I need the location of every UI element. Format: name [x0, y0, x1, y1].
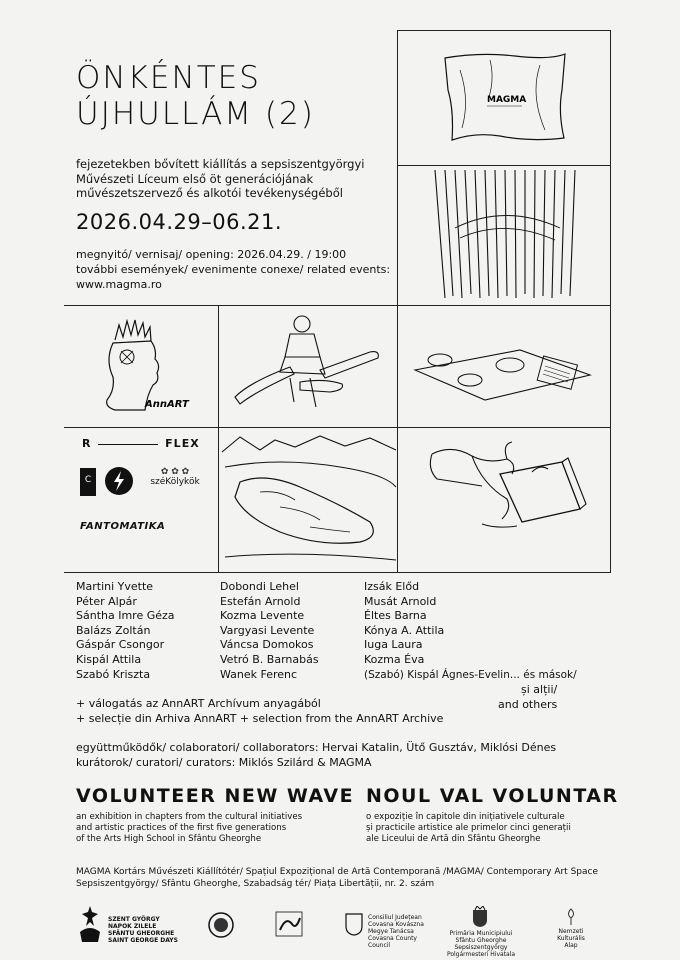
artist-name: Dobondi Lehel — [220, 580, 299, 593]
grid-hline-top — [397, 30, 611, 31]
artist-name: Vargyasi Levente — [220, 623, 315, 637]
grid-hline-bottom — [64, 572, 611, 573]
artist-name: Wanek Ferenc — [220, 667, 298, 681]
reflex-letter-r: R — [82, 437, 92, 450]
english-line-2: and artistic practices of the first five generations — [76, 823, 287, 833]
artist-name: Martini Yvette — [76, 580, 154, 593]
council-text: Consiliul Județean Covasna Kovászna Megye Tanácsa Covasna County Council — [368, 914, 424, 949]
sk-logo — [274, 910, 304, 938]
szekolykok-label: széKölykök — [150, 477, 200, 487]
city-crest — [471, 906, 489, 928]
venue-line-1: MAGMA Kortárs Művészeti Kiállítótér/ Spațiul Expozițional de Artă Contemporană /MAGMA/ Contemporary Art Space — [76, 867, 598, 877]
english-block — [76, 785, 354, 845]
romanian-line-2: și practicile artistice ale primelor cinci generații — [366, 823, 571, 833]
c-logo-letter: C — [84, 475, 92, 485]
artist-name: Szabó Kriszta — [76, 667, 151, 681]
poster-title — [76, 60, 315, 132]
skateboarder-drawing — [230, 312, 390, 422]
romanian-line-1: o expoziție în capitole din inițiativele culturale — [366, 812, 565, 822]
subtitle — [76, 157, 396, 201]
romanian-block — [366, 785, 619, 845]
english-description — [76, 812, 354, 845]
szekolykok-dots: ✿ ✿ ✿ — [160, 467, 190, 477]
grid-hline-mid1 — [397, 165, 611, 166]
others-line-1: și alții/ — [521, 683, 558, 696]
magma-flag-drawing — [440, 50, 570, 145]
grid-hline-mid2 — [64, 305, 611, 306]
reflex-line — [98, 444, 158, 445]
archive-line-2: + selecție din Arhiva AnnART + selection from the AnnART Archive — [76, 711, 444, 725]
artist-name: Iuga Laura — [364, 638, 423, 652]
artist-name: (Szabó) Kispál Ágnes-Evelin... és mások/ — [364, 668, 577, 681]
website-link[interactable]: www.magma.ro — [76, 278, 162, 291]
english-title: VOLUNTEER NEW WAVE — [76, 785, 355, 807]
archive-selection — [76, 697, 443, 726]
magma-flag-label: MAGMA — [487, 95, 527, 105]
council-shield — [344, 912, 364, 936]
artists-column-3 — [364, 580, 577, 682]
nka-text: Nemzeti Kulturális Alap — [557, 928, 585, 949]
english-line-3: of the Arts High School in Sfântu Gheorghe — [76, 834, 262, 844]
and-others — [498, 683, 557, 712]
artist-name: Sántha Imre Géza — [76, 609, 175, 623]
venue-address — [76, 866, 598, 890]
english-line-1: an exhibition in chapters from the cultural initiatives — [76, 812, 303, 822]
szekolykok-logo — [145, 467, 205, 497]
artist-name: Musát Arnold — [364, 594, 437, 608]
subtitle-line-1: fejezetekben bővített kiállítás a sepsiszentgyörgyi — [76, 157, 365, 171]
romanian-line-3: ale Liceului de Artă din Sfântu Gheorghe — [366, 834, 541, 844]
artist-name: Váncsa Domokos — [220, 638, 314, 652]
subtitle-line-2: Művészeti Líceum első öt generációjának — [76, 171, 314, 186]
seal-logo — [208, 912, 234, 938]
grid-vline-3 — [218, 305, 219, 572]
c-logo — [80, 468, 96, 496]
fantomatika-logo: FANTOMATIKA — [80, 521, 166, 532]
opening-info: megnyitó/ vernisaj/ opening: 2026.04.29. / 19:00 — [76, 248, 347, 261]
grid-hline-mid3 — [64, 427, 611, 428]
landscape-drawing — [220, 432, 398, 567]
saint-george-logo — [76, 904, 104, 944]
sponsor-logos — [76, 900, 636, 958]
artists-column-1 — [76, 580, 175, 682]
artist-name: Péter Alpár — [76, 594, 137, 608]
artist-name: Estefán Arnold — [220, 594, 301, 608]
artist-name: Balázs Zoltán — [76, 623, 151, 637]
lightning-logo — [104, 466, 134, 496]
collaborators-line: együttműködők/ colaboratori/ collaborators: Hervai Katalin, Ütő Gusztáv, Miklósi Dénes — [76, 741, 557, 754]
dj-equipment-drawing — [410, 330, 600, 415]
reflex-logo — [82, 437, 212, 453]
annart-logo: AnnART — [145, 399, 189, 410]
portrait-drawing — [75, 315, 215, 420]
romanian-description — [366, 812, 619, 845]
others-line-2: and others — [498, 697, 558, 711]
nka-logo — [562, 908, 580, 926]
artist-name: Kozma Levente — [220, 609, 305, 623]
exhibition-dates: 2026.04.29–06.21. — [76, 210, 283, 234]
city-text: Primăria Municipiului Sfântu Gheorghe Sepsiszentgyörgy Polgármesteri Hivatala — [446, 930, 516, 958]
subtitle-line-3: művészetszervező és alkotói tevékenységéből — [76, 186, 343, 200]
title-line-1: ÖNKÉNTES — [76, 60, 261, 96]
figure-suitcase-drawing — [412, 434, 602, 564]
venue-line-2: Sepsiszentgyörgy/ Sfântu Gheorghe, Szabadság tér/ Piața Libertății, nr. 2. szám — [76, 879, 435, 889]
artist-name: Kozma Éva — [364, 652, 425, 666]
event-info — [76, 247, 390, 292]
artist-name: Kispál Attila — [76, 652, 142, 666]
curators-line: kurátorok/ curatori/ curators: Miklós Szilárd & MAGMA — [76, 756, 372, 769]
romanian-title: NOUL VAL VOLUNTAR — [366, 785, 619, 807]
saint-george-text: SZENT GYÖRGY NAPOK ZILELE SFÂNTU GHEORGHE SAINT GEORGE DAYS — [108, 916, 178, 944]
artist-name: Izsák Előd — [364, 580, 420, 593]
collaborators — [76, 740, 556, 770]
archive-line-1: + válogatás az AnnART Archívum anyagából — [76, 697, 321, 710]
grid-vline-2 — [610, 30, 611, 572]
striped-curtain-drawing — [415, 168, 595, 303]
artist-name: Vetró B. Barnabás — [220, 652, 319, 666]
artists-column-2 — [220, 580, 319, 682]
artist-name: Gáspár Csongor — [76, 638, 165, 652]
title-line-2: ÚJHULLÁM (2) — [76, 96, 315, 132]
reflex-letters: FLEX — [165, 437, 200, 450]
events-info: további események/ evenimente conexe/ related events: — [76, 263, 391, 276]
artist-name: Éltes Barna — [364, 609, 427, 623]
artist-name: Kónya A. Attila — [364, 623, 445, 637]
